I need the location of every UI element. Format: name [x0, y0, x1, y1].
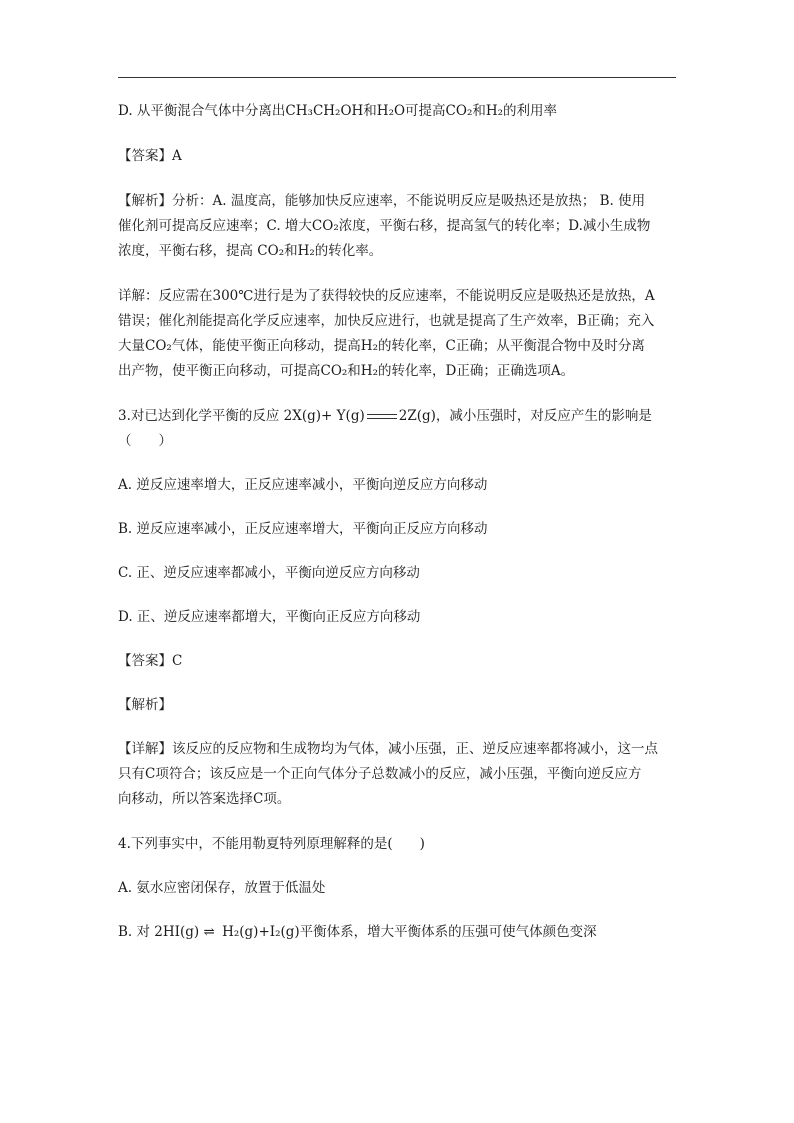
q4-option-a: A. 氨水应密闭保存，放置于低温处 — [118, 880, 326, 896]
q3-option-b: B. 逆反应速率减小，正反应速率增大，平衡向正反应方向移动 — [118, 521, 488, 537]
q2-detail-line: 详解：反应需在300℃进行是为了获得较快的反应速率，不能说明反应是吸热还是放热，A — [118, 288, 655, 304]
q3-detail-line: 【详解】该反应的反应物和生成物均为气体，减小压强，正、逆反应速率都将减小，这一点 — [118, 741, 658, 757]
q3-option-c: C. 正、逆反应速率都减小，平衡向逆反应方向移动 — [118, 565, 420, 581]
equilibrium-arrow-icon — [367, 412, 397, 422]
q3-stem-after: 2Z(g)，减小压强时，对反应产生的影响是 — [398, 408, 652, 424]
q2-analysis — [118, 189, 678, 264]
q3-stem-paren: （ ） — [118, 433, 172, 449]
q4-option-b-after: H₂(g)+I₂(g)平衡体系，增大平衡体系的压强可使气体颜色变深 — [222, 924, 597, 940]
q2-detail-line: 出产物，使平衡正向移动，可提高CO₂和H₂的转化率，D正确；正确选项A。 — [118, 363, 575, 379]
q2-analysis-line: 催化剂可提高反应速率；C. 增大CO₂浓度，平衡右移，提高氢气的转化率；D.减小生成物 — [118, 218, 651, 234]
q3-option-a: A. 逆反应速率增大，正反应速率减小，平衡向逆反应方向移动 — [118, 477, 488, 493]
q3-detail-line: 只有C项符合；该反应是一个正向气体分子总数减小的反应，减小压强，平衡向逆反应方 — [118, 766, 642, 782]
q3-option-d: D. 正、逆反应速率都增大，平衡向正反应方向移动 — [118, 609, 421, 625]
q3-stem-before: 3.对已达到化学平衡的反应 2X(g)+ Y(g) — [118, 408, 365, 424]
document-body — [118, 99, 678, 945]
q3-stem — [118, 404, 678, 454]
header-rule — [118, 77, 676, 78]
q2-analysis-line: 浓度，平衡右移，提高 CO₂和H₂的转化率。 — [118, 243, 383, 259]
q2-option-d: D. 从平衡混合气体中分离出CH₃CH₂OH和H₂O可提高CO₂和H₂的利用率 — [118, 103, 558, 119]
q2-analysis-line: 【解析】分析：A. 温度高，能够加快反应速率，不能说明反应是吸热还是放热； B. 使用 — [118, 193, 646, 209]
q2-detail-line: 大量CO₂气体，能使平衡正向移动，提高H₂的转化率，C正确；从平衡混合物中及时分离 — [118, 338, 645, 354]
q4-option-b — [118, 920, 678, 945]
q3-detail-line: 向移动，所以答案选择C项。 — [118, 791, 291, 807]
q3-detail — [118, 737, 678, 812]
q3-analysis-heading: 【解析】 — [118, 697, 172, 713]
q2-detail-line: 错误；催化剂能提高化学反应速率，加快反应进行，也就是提高了生产效率，B正确；充入 — [118, 313, 655, 329]
q4-option-b-garbled-arrow: ⇌ — [203, 924, 218, 940]
q4-option-b-before: B. 对 2HI(g) — [118, 924, 200, 940]
q3-answer: 【答案】C — [118, 653, 183, 669]
q2-detail — [118, 284, 678, 384]
q2-answer: 【答案】A — [118, 148, 182, 164]
q4-stem: 4.下列事实中，不能用勒夏特列原理解释的是( ) — [118, 836, 425, 852]
